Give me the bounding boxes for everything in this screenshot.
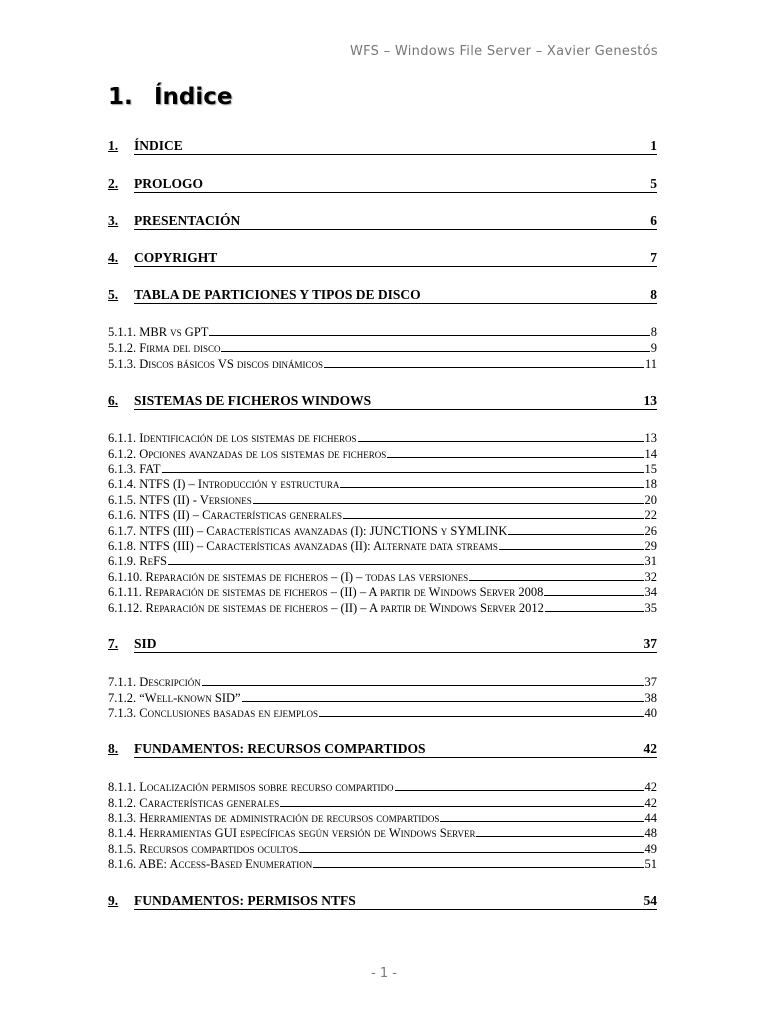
entry-page: 32 <box>644 570 657 584</box>
toc-entry[interactable] <box>108 825 657 841</box>
toc-entry[interactable] <box>108 446 657 462</box>
leader-line <box>508 523 643 535</box>
toc-entry[interactable] <box>108 810 657 826</box>
chapter-title: FUNDAMENTOS: PERMISOS NTFS <box>134 893 356 908</box>
title-text: Índice <box>154 84 233 110</box>
chapter-number: 6. <box>108 393 119 408</box>
leader-line <box>358 430 644 442</box>
toc-entry[interactable] <box>108 553 657 569</box>
leader-line <box>340 476 643 488</box>
leader-line <box>319 705 644 717</box>
toc-chapter[interactable] <box>108 287 657 304</box>
leader-line <box>440 810 643 822</box>
chapter-title: PRESENTACIÓN <box>134 213 241 228</box>
entry-title: 6.1.11. Reparación de sistemas de ficheros – (II) – A partir de Windows Server 2008 <box>108 585 544 599</box>
leader-line <box>313 856 643 868</box>
toc-entry[interactable] <box>108 795 657 811</box>
chapter-title: FUNDAMENTOS: RECURSOS COMPARTIDOS <box>134 741 426 756</box>
entry-title: 6.1.9. ReFS <box>108 554 167 568</box>
chapter-page: 6 <box>650 213 657 228</box>
leader-line <box>253 492 644 504</box>
chapter-title: PROLOGO <box>134 176 204 191</box>
leader-line <box>469 569 643 581</box>
toc-chapter[interactable] <box>108 893 657 910</box>
leader-line <box>162 461 644 473</box>
chapter-page: 7 <box>650 250 657 265</box>
chapter-title: SISTEMAS DE FICHEROS WINDOWS <box>134 393 372 408</box>
entry-page: 20 <box>644 493 657 507</box>
entry-title: 6.1.2. Opciones avanzadas de los sistemas de ficheros <box>108 447 387 461</box>
leader-line <box>499 538 644 550</box>
entry-title: 6.1.10. Reparación de sistemas de ficheros – (I) – todas las versiones <box>108 570 469 584</box>
chapter-title: ÍNDICE <box>134 138 183 153</box>
leader-line <box>324 356 644 368</box>
entry-title: 8.1.3. Herramientas de administración de recursos compartidos <box>108 811 440 825</box>
leader-line <box>395 779 644 791</box>
toc-entry[interactable] <box>108 705 657 721</box>
chapter-number: 8. <box>108 741 119 756</box>
toc-entry[interactable] <box>108 856 657 872</box>
entry-page: 13 <box>644 431 657 445</box>
entry-page: 31 <box>644 554 657 568</box>
leader-line <box>476 825 643 837</box>
toc-entry[interactable] <box>108 430 657 446</box>
toc-chapter[interactable] <box>108 741 657 758</box>
chapter-page: 42 <box>643 741 657 756</box>
entry-title: 8.1.5. Recursos compartidos ocultos <box>108 842 299 856</box>
entry-title: 5.1.1. MBR vs GPT <box>108 325 209 339</box>
toc-entry[interactable] <box>108 674 657 690</box>
toc-entry[interactable] <box>108 690 657 706</box>
entry-title: 5.1.3. Discos básicos VS discos dinámicos <box>108 357 324 371</box>
chapter-page: 8 <box>650 287 657 302</box>
chapter-number: 3. <box>108 213 119 228</box>
toc-entry[interactable] <box>108 476 657 492</box>
entry-page: 22 <box>644 508 657 522</box>
toc-entry[interactable] <box>108 507 657 523</box>
chapter-page: 5 <box>650 176 657 191</box>
entry-page: 9 <box>650 341 657 355</box>
entry-title: 6.1.4. NTFS (I) – Introducción y estructura <box>108 477 340 491</box>
toc-chapter[interactable] <box>108 138 657 155</box>
entry-title: 7.1.1. Descripción <box>108 675 201 689</box>
leader-line <box>242 690 644 702</box>
entry-title: 6.1.5. NTFS (II) - Versiones <box>108 493 252 507</box>
entry-page: 8 <box>650 325 657 339</box>
toc-chapter[interactable] <box>108 250 657 267</box>
entry-title: 7.1.2. “Well-known SID” <box>108 691 241 705</box>
entry-title: 6.1.1. Identificación de los sistemas de ficheros <box>108 431 357 445</box>
entry-page: 37 <box>644 675 657 689</box>
entry-title: 8.1.2. Características generales <box>108 796 280 810</box>
entry-page: 11 <box>644 357 657 371</box>
chapter-page: 1 <box>650 138 657 153</box>
chapter-title: SID <box>134 636 157 651</box>
entry-page: 29 <box>644 539 657 553</box>
leader-line <box>387 446 643 458</box>
toc-entry[interactable] <box>108 461 657 477</box>
entry-title: 6.1.6. NTFS (II) – Características generales <box>108 508 343 522</box>
toc-entry[interactable] <box>108 600 657 616</box>
chapter-page: 54 <box>643 893 657 908</box>
toc-entry[interactable] <box>108 356 657 372</box>
entry-page: 40 <box>644 706 657 720</box>
leader-line <box>168 553 644 565</box>
entry-page: 14 <box>644 447 657 461</box>
chapter-page: 37 <box>643 636 657 651</box>
chapter-number: 2. <box>108 176 119 191</box>
toc-chapter[interactable] <box>108 176 657 193</box>
chapter-title: TABLA DE PARTICIONES Y TIPOS DE DISCO <box>134 287 421 302</box>
toc-entry[interactable] <box>108 324 657 340</box>
leader-line <box>544 584 643 596</box>
entry-title: 6.1.8. NTFS (III) – Características avanzadas (II): Alternate data streams <box>108 539 498 553</box>
entry-page: 35 <box>644 601 657 615</box>
chapter-number: 7. <box>108 636 119 651</box>
entry-page: 38 <box>644 691 657 705</box>
toc-entry[interactable] <box>108 584 657 600</box>
entry-title: 6.1.3. FAT <box>108 462 161 476</box>
toc-entry[interactable] <box>108 841 657 857</box>
chapter-number: 5. <box>108 287 119 302</box>
page-number-footer: - 1 - <box>371 966 397 981</box>
toc-entry[interactable] <box>108 569 657 585</box>
chapter-title: COPYRIGHT <box>134 250 218 265</box>
entry-page: 42 <box>644 796 657 810</box>
title-number: 1. <box>108 84 133 110</box>
leader-line <box>545 600 644 612</box>
entry-title: 7.1.3. Conclusiones basadas en ejemplos <box>108 706 318 720</box>
leader-line <box>221 340 649 352</box>
entry-title: 8.1.6. ABE: Access-Based Enumeration <box>108 857 313 871</box>
toc-entry[interactable] <box>108 538 657 554</box>
page-title <box>108 84 233 110</box>
leader-line <box>280 795 643 807</box>
leader-line <box>202 674 644 686</box>
toc-entry[interactable] <box>108 340 657 356</box>
toc-entry[interactable] <box>108 779 657 795</box>
entry-page: 44 <box>644 811 657 825</box>
entry-page: 15 <box>644 462 657 476</box>
leader-line <box>209 324 649 336</box>
entry-page: 42 <box>644 780 657 794</box>
entry-page: 26 <box>644 524 657 538</box>
entry-title: 5.1.2. Firma del disco <box>108 341 221 355</box>
chapter-number: 9. <box>108 893 119 908</box>
leader-line <box>343 507 643 519</box>
chapter-number: 1. <box>108 138 119 153</box>
entry-page: 18 <box>644 477 657 491</box>
entry-title: 6.1.12. Reparación de sistemas de ficheros – (II) – A partir de Windows Server 2012 <box>108 601 544 615</box>
toc-chapter[interactable] <box>108 213 657 230</box>
toc-entry[interactable] <box>108 523 657 539</box>
chapter-page: 13 <box>643 393 657 408</box>
leader-line <box>299 841 643 853</box>
entry-page: 49 <box>644 842 657 856</box>
entry-title: 8.1.1. Localización permisos sobre recurso compartido <box>108 780 394 794</box>
chapter-number: 4. <box>108 250 119 265</box>
entry-page: 48 <box>644 826 657 840</box>
entry-page: 51 <box>644 857 657 871</box>
toc-entry[interactable] <box>108 492 657 508</box>
toc-chapter[interactable] <box>108 393 657 410</box>
toc-chapter[interactable] <box>108 636 657 653</box>
entry-title: 6.1.7. NTFS (III) – Características avanzadas (I): JUNCTIONS y SYMLINK <box>108 524 508 538</box>
entry-page: 34 <box>644 585 657 599</box>
entry-title: 8.1.4. Herramientas GUI específicas según versión de Windows Server <box>108 826 476 840</box>
running-header: WFS – Windows File Server – Xavier Genestós <box>349 44 658 59</box>
